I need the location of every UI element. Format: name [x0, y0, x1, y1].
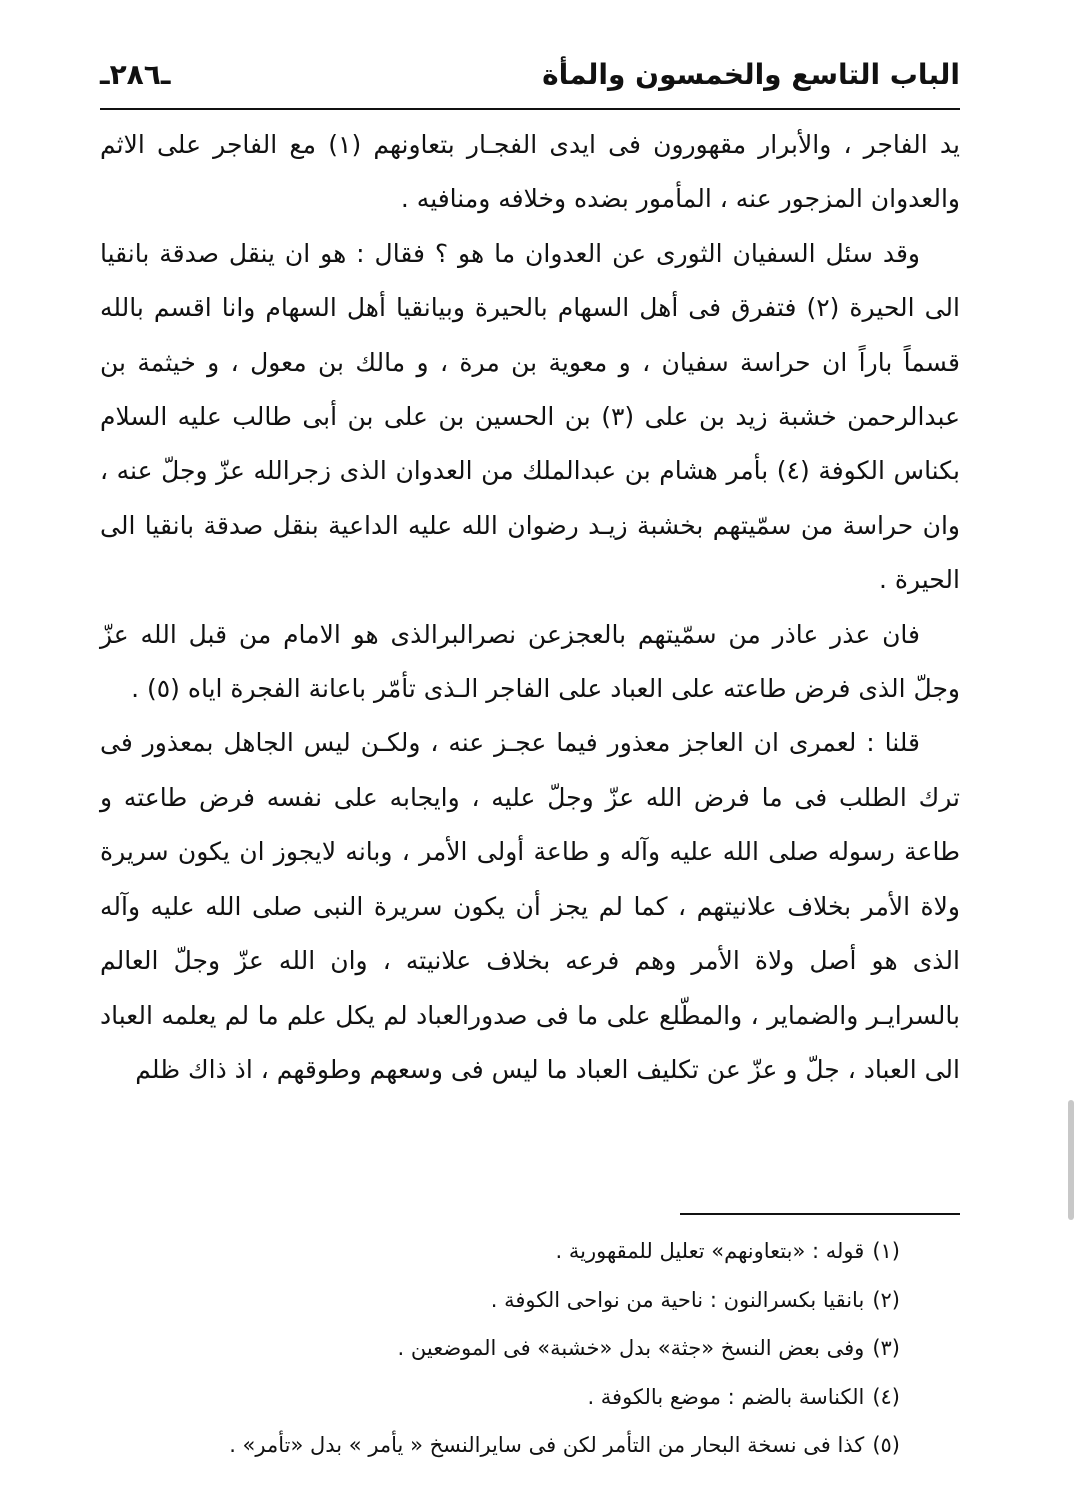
footnote [100, 1276, 960, 1325]
paragraph: قلنا : لعمرى ان العاجز معذور فيما عجـز عنه ، ولكـن ليس الجاهل بمعذور فى ترك الطلب فى ما فرض الله عزّ وجلّ عليه ، وايجابه على نفسه فرض طاعته و طاعة رسوله صلى الله عليه وآله و طاعة أولى الأمر ، وبانه لايجوز ان يكون سريرة ولاة الأمر بخلاف علانيتهم ، كما لم يجز أن يكون سريرة النبى صلى الله عليه وآله الذى هو أصل ولاة الأمر وهم فرعه بخلاف علانيته ، وان الله عزّ وجلّ العالم بالسرايـر والضماير ، والمطّلع على ما فى صدورالعباد لم يكل علم ما لم يعلمه العباد الى العباد ، جلّ و عزّ عن تكليف العباد ما ليس فى وسعهم وطوقهم ، اذ ذاك ظلم [100, 728, 960, 1084]
footnote-number: (٥) [872, 1433, 900, 1458]
footnote-text: قوله : «بتعاونهم» تعليل للمقهورية . [555, 1239, 865, 1263]
footnote-number: (٢) [872, 1287, 900, 1312]
paragraph: وقد سئل السفيان الثورى عن العدوان ما هو ؟ فقال : هو ان ينقل صدقة بانقيا الى الحيرة (٢) فتفرق فى أهل السهام بالحيرة وبيانقيا أهل السهام وانا اقسم بالله قسماً باراً ان حراسة سفيان ، و معوية بن مرة ، و مالك بن معول ، و خيثمة بن عبدالرحمن خشبة زيد بن على (٣) بن الحسين بن على بن أبى طالب عليه السلام بكناس الكوفة (٤) بأمر هشام بن عبدالملك من العدوان الذى زجرالله عزّ وجلّ عنه ، وان حراسة من سمّيتهم بخشبة زيـد رضوان الله عليه الداعية بنقل صدقة بانقيا الى الحيرة . [100, 238, 961, 595]
paragraph: فان عذر عاذر من سمّيتهم بالعجزعن نصرالبرالذى هو الامام من قبل الله عزّ وجلّ الذى فرض طاعته على العباد على الفاجر الـذى تأمّر باعانة الفجرة اياه (٥) . [100, 619, 960, 704]
footnote [100, 1324, 960, 1373]
footnote-text: وفى بعض النسخ «جثة» بدل «خشبة» فى الموضعين . [397, 1336, 865, 1361]
main-text [100, 118, 960, 1097]
chapter-title: الباب التاسع والخمسون والمأة [542, 57, 960, 91]
page-number: ـ٢٨٦ـ [100, 57, 171, 91]
footnote-text: الكناسة بالضم : موضع بالكوفة . [587, 1384, 865, 1409]
scrollbar[interactable] [1068, 1100, 1074, 1220]
footnotes [100, 1227, 960, 1470]
footnote [100, 1227, 960, 1276]
footnote-text: بانقيا بكسرالنون : ناحية من نواحى الكوفة . [490, 1287, 865, 1312]
paragraph: يد الفاجر ، والأبرار مقهورون فى ايدى الفجـار بتعاونهم (١) مع الفاجر على الاثم والعدوان المزجور عنه ، المأمور بضده وخلافه ومنافيه . [100, 130, 960, 214]
footnote-number: (١) [872, 1239, 900, 1263]
header-rule [100, 108, 960, 110]
footnote-text: كذا فى نسخة البحار من التأمر لكن فى سايرالنسخ « يأمر » بدل «تأمر» . [229, 1433, 865, 1458]
footnote-rule [680, 1213, 960, 1215]
footnote-number: (٣) [872, 1336, 900, 1361]
page-header [100, 48, 960, 100]
footnote-number: (٤) [872, 1384, 900, 1409]
footnote [100, 1373, 960, 1422]
footnote [100, 1421, 960, 1470]
